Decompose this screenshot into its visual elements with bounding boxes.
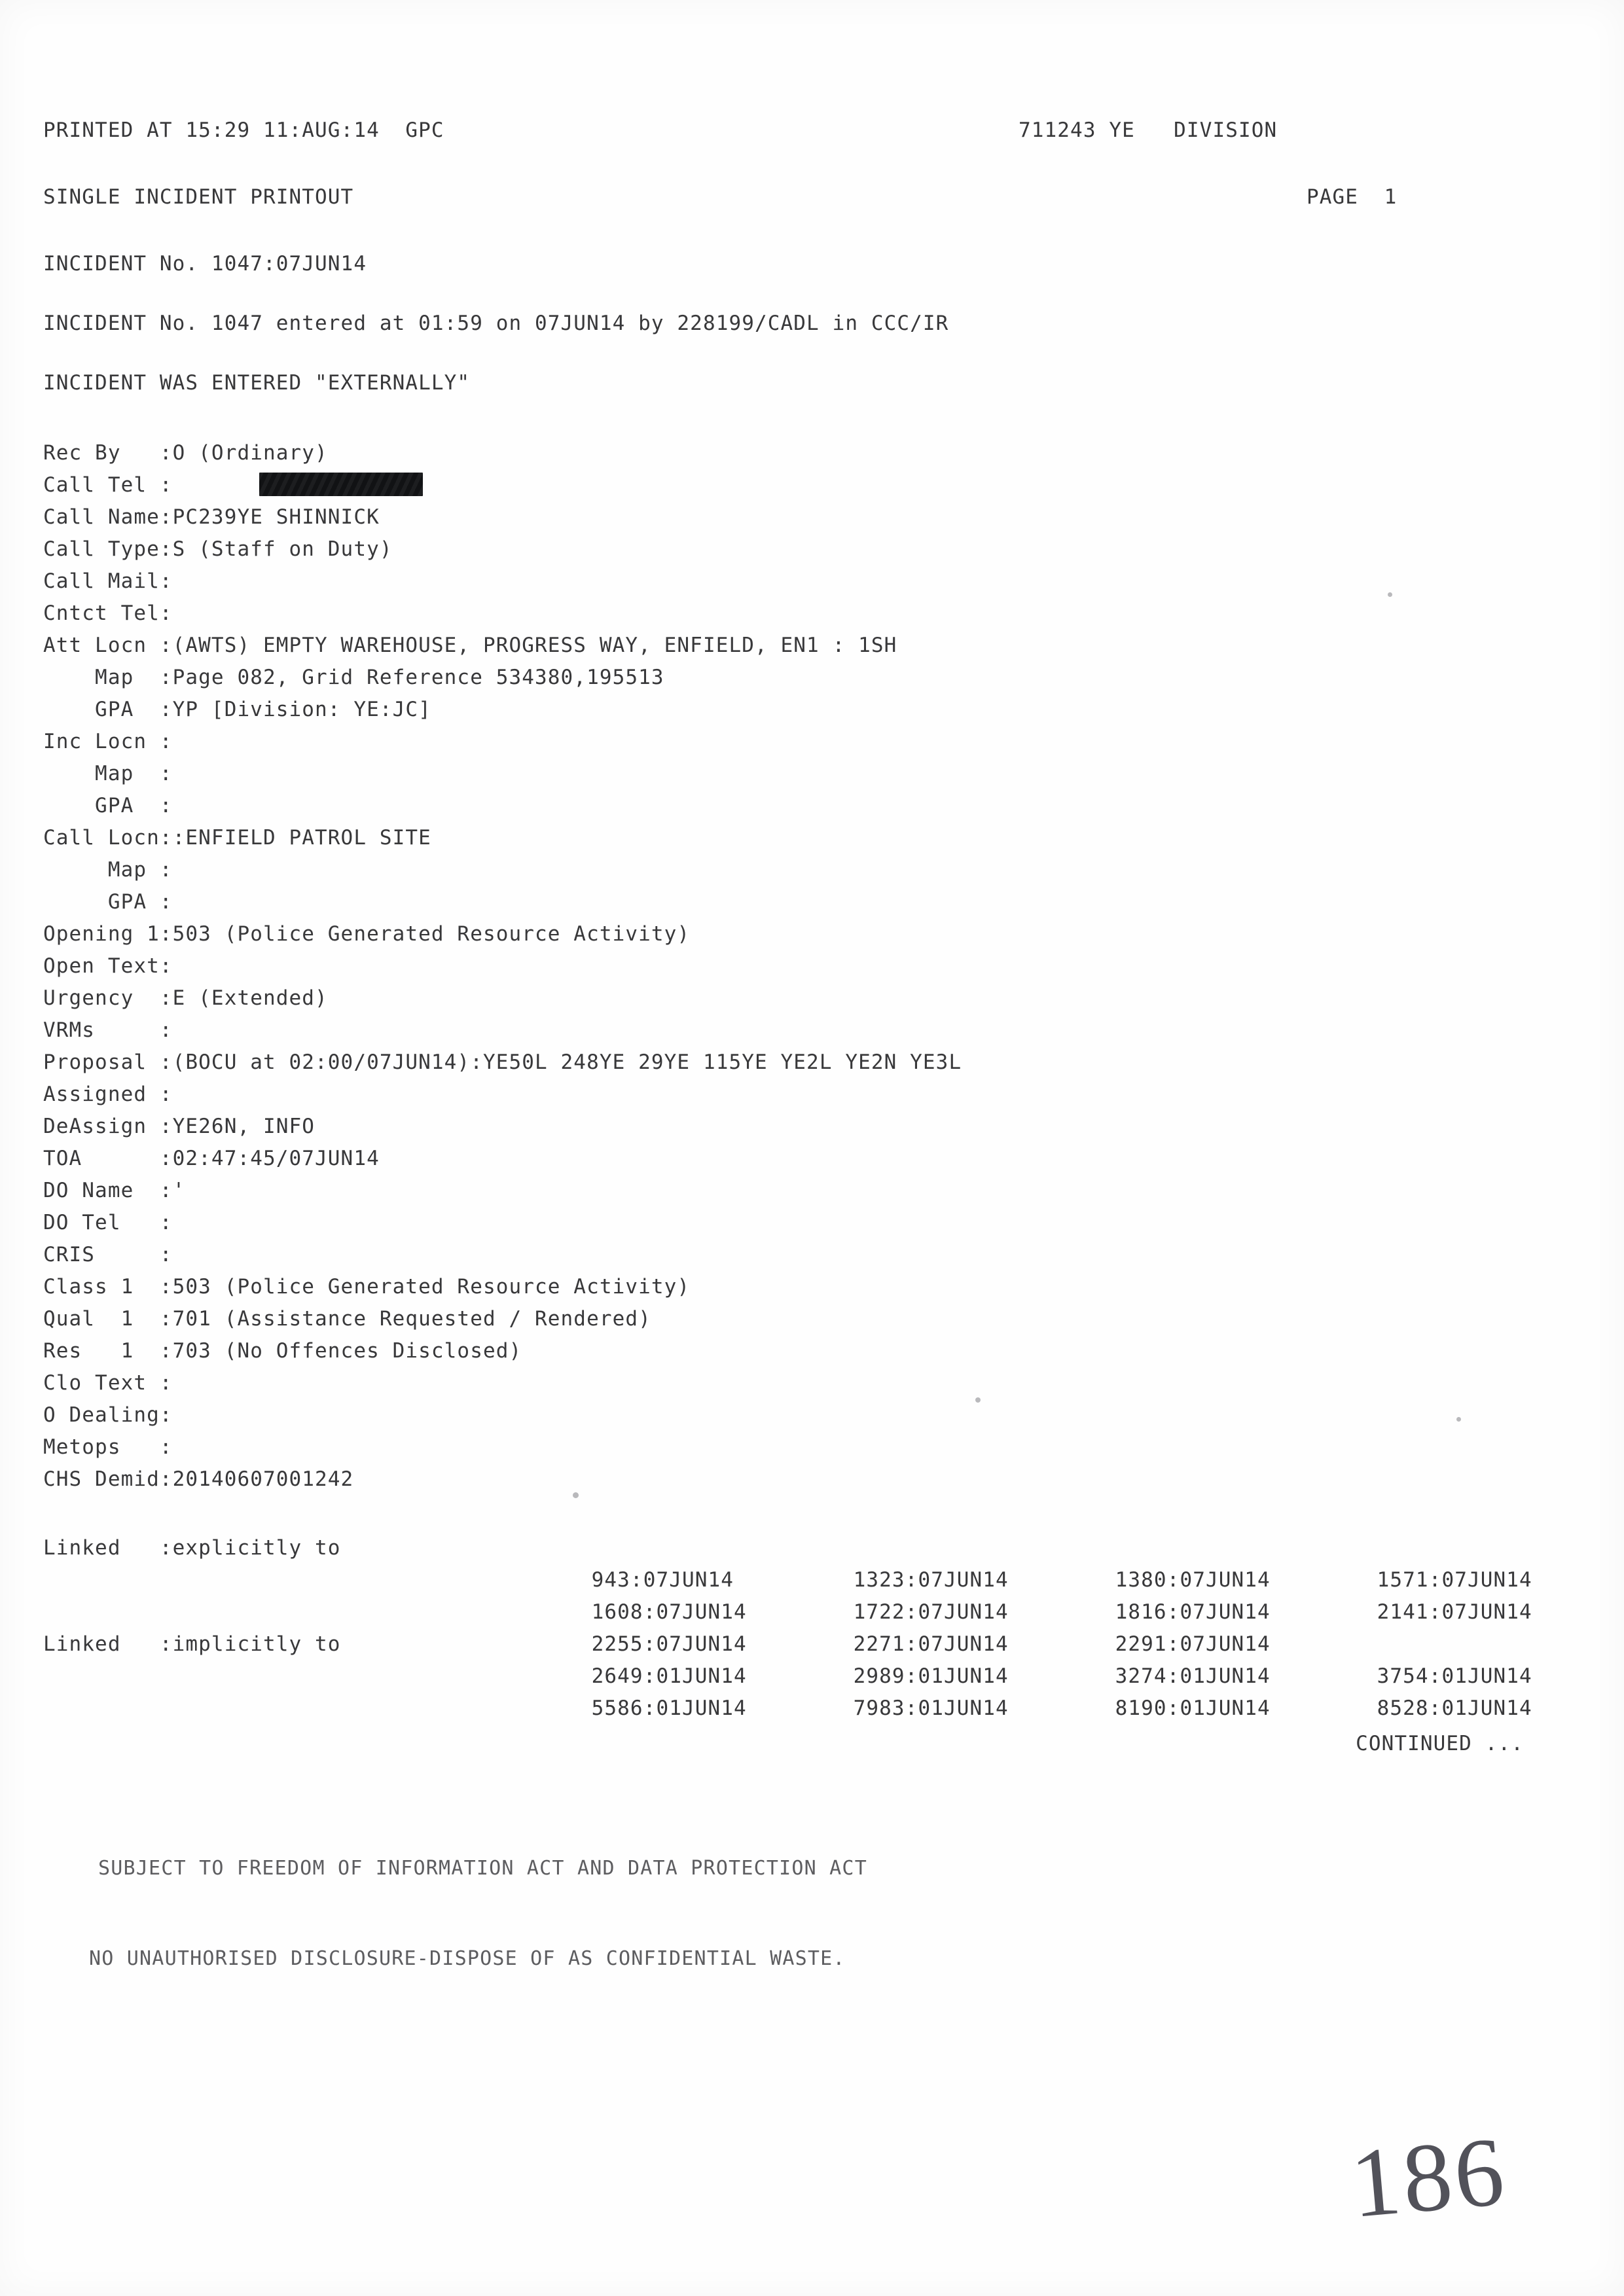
linked-ref: 8190:01JUN14: [1115, 1696, 1271, 1720]
field-att-locn: Att Locn :(AWTS) EMPTY WAREHOUSE, PROGRESS WAY, ENFIELD, EN1 : 1SH: [43, 634, 897, 657]
linked-ref: 3754:01JUN14: [1377, 1664, 1532, 1688]
linked-ref: 1608:07JUN14: [591, 1600, 747, 1624]
field-call-tel: [43, 469, 1549, 501]
linked-ref: 1816:07JUN14: [1115, 1600, 1271, 1624]
linked-ref: 5586:01JUN14: [591, 1696, 747, 1720]
field-clo-text: Clo Text :: [43, 1371, 173, 1395]
field-inc-locn: Inc Locn :: [43, 730, 173, 753]
field-qual-1: Qual 1 :701 (Assistance Requested / Rendered): [43, 1307, 651, 1331]
field-call-type: Call Type:S (Staff on Duty): [43, 537, 393, 561]
field-do-tel: DO Tel :: [43, 1211, 173, 1234]
footer-line-1: SUBJECT TO FREEDOM OF INFORMATION ACT AND DATA PROTECTION ACT: [98, 1857, 867, 1880]
linked-ref: 2989:01JUN14: [853, 1664, 1009, 1688]
field-call-name: Call Name:PC239YE SHINNICK: [43, 505, 380, 529]
linked-ref: 2271:07JUN14: [853, 1632, 1009, 1656]
incident-printout-body: [43, 115, 1549, 1760]
footer-line-2: NO UNAUTHORISED DISCLOSURE-DISPOSE OF AS CONFIDENTIAL WASTE.: [89, 1947, 846, 1970]
field-vrms: VRMs :: [43, 1018, 173, 1042]
incident-externally-line: INCIDENT WAS ENTERED "EXTERNALLY": [43, 371, 471, 395]
redaction-bar-call-tel: [259, 473, 423, 496]
linked-ref: 3274:01JUN14: [1115, 1664, 1271, 1688]
field-cntct-tel: Cntct Tel:: [43, 601, 173, 625]
field-inc-map: Map :: [43, 762, 173, 785]
linked-ref: 2255:07JUN14: [591, 1632, 747, 1656]
linked-implicit-cells-2: [462, 1660, 1624, 1757]
incident-entered-line: INCIDENT No. 1047 entered at 01:59 on 07JUN14 by 228199/CADL in CCC/IR: [43, 312, 949, 335]
field-proposal: Proposal :(BOCU at 02:00/07JUN14):YE50L 248YE 29YE 115YE YE2L YE2N YE3L: [43, 1050, 962, 1074]
linked-ref: 7983:01JUN14: [853, 1696, 1009, 1720]
linked-ref: 2141:07JUN14: [1377, 1600, 1532, 1624]
field-cris: CRIS :: [43, 1243, 173, 1266]
linked-implicit-row-2: [43, 1660, 1549, 1720]
field-chs-demid: CHS Demid:20140607001242: [43, 1467, 354, 1491]
field-class-1: Class 1 :503 (Police Generated Resource Activity): [43, 1275, 691, 1299]
field-metops: Metops :: [43, 1435, 173, 1459]
scan-speck: [1388, 592, 1392, 597]
field-call-mail: Call Mail:: [43, 569, 173, 593]
field-res-1: Res 1 :703 (No Offences Disclosed): [43, 1339, 522, 1363]
linked-ref: 1571:07JUN14: [1377, 1568, 1532, 1592]
linked-ref: 1722:07JUN14: [853, 1600, 1009, 1624]
linked-ref: 8528:01JUN14: [1377, 1696, 1532, 1720]
continued-text: CONTINUED ...: [1356, 1732, 1524, 1755]
field-toa: TOA :02:47:45/07JUN14: [43, 1147, 380, 1170]
field-att-map: Map :Page 082, Grid Reference 534380,195513: [43, 666, 664, 689]
division-text: 711243 YE DIVISION: [1019, 118, 1278, 142]
linked-explicit-label: Linked :explicitly to: [43, 1536, 341, 1560]
page-label: PAGE 1: [1307, 185, 1398, 209]
linked-explicit-row-1: [43, 1532, 1549, 1592]
linked-ref: 1380:07JUN14: [1115, 1568, 1271, 1592]
field-call-gpa: GPA :: [43, 890, 173, 914]
header-title-line: [43, 181, 1549, 221]
field-call-tel-label: Call Tel :: [43, 473, 173, 497]
incident-number-line: INCIDENT No. 1047:07JUN14: [43, 252, 367, 276]
field-rec-by: Rec By :O (Ordinary): [43, 441, 328, 465]
printed-at-text: PRINTED AT 15:29 11:AUG:14 GPC: [43, 118, 444, 142]
field-do-name: DO Name :': [43, 1179, 186, 1202]
scan-speck: [1456, 1417, 1461, 1422]
incident-fields: [43, 437, 1549, 1496]
handwritten-page-number: 186: [1346, 2116, 1511, 2239]
linked-ref: 1323:07JUN14: [853, 1568, 1009, 1592]
confidentiality-footer: [89, 1793, 1342, 2034]
field-deassign: DeAssign :YE26N, INFO: [43, 1115, 316, 1138]
field-open-text: Open Text:: [43, 954, 173, 978]
field-inc-gpa: GPA :: [43, 794, 173, 817]
linked-implicit-label: Linked :implicitly to: [43, 1632, 341, 1656]
field-att-gpa: GPA :YP [Division: YE:JC]: [43, 698, 431, 721]
field-opening: Opening 1:503 (Police Generated Resource Activity): [43, 922, 691, 946]
linked-implicit-row-1: [43, 1628, 1549, 1688]
header-print-line: [43, 115, 1549, 154]
field-call-locn: Call Locn::ENFIELD PATROL SITE: [43, 826, 431, 850]
linked-explicit-row-2: [43, 1564, 1549, 1624]
field-assigned: Assigned :: [43, 1083, 173, 1106]
linked-incidents: [43, 1532, 1549, 1720]
field-call-map: Map :: [43, 858, 173, 882]
field-o-dealing: O Dealing:: [43, 1403, 173, 1427]
scan-speck: [573, 1492, 579, 1498]
linked-ref: 943:07JUN14: [591, 1568, 734, 1592]
scan-speck: [975, 1397, 981, 1403]
document-title: SINGLE INCIDENT PRINTOUT: [43, 185, 354, 209]
linked-ref: 2291:07JUN14: [1115, 1632, 1271, 1656]
field-urgency: Urgency :E (Extended): [43, 986, 328, 1010]
linked-ref: 2649:01JUN14: [591, 1664, 747, 1688]
